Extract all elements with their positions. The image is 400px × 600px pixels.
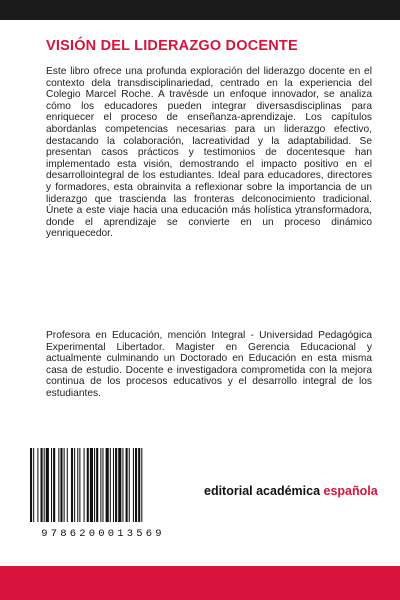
barcode-bars — [28, 448, 178, 528]
publisher-logo — [204, 484, 378, 498]
book-title: VISIÓN DEL LIDERAZGO DOCENTE — [46, 38, 298, 54]
bottom-color-band — [0, 566, 400, 600]
author-bio: Profesora en Educación, mención Integral - Universidad Pedagógica Experimental Libertador. Magister en Gerencia Educacional y actualmente culminando un Doctorado en Educación en esta misma casa de estudio. Docente e investigadora comprometida con la mejora continua de los procesos educativos y el desarrollo integral de los estudiantes. — [46, 330, 372, 399]
top-color-band — [0, 0, 400, 20]
publisher-name: editorial académica — [204, 484, 321, 498]
publisher-accent: española — [323, 484, 378, 498]
book-description: Este libro ofrece una profunda exploración del liderazgo docente en el contexto dela transdisciplinariedad, centrado en la experiencia del Colegio Marcel Roche. A travésde un enfoque innovador, se analiza cómo los educadores pueden integrar diversasdisciplinas para enriquecer el proceso de enseñanza-aprendizaje. Los capítulos abordanlas competencias necesarias para un liderazgo efectivo, destacando la colaboración, lacreatividad y la adaptabilidad. Se presentan casos prácticos y testimonios de docentesque han implementado esta visión, demostrando el impacto positivo en el desarrollointegral de los estudiantes. Ideal para educadores, directores y formadores, esta obrainvita a reflexionar sobre la importancia de un liderazgo que trascienda las fronteras delconocimiento tradicional. Únete a este viaje hacia una educación más holística ytransformadora, donde el aprendizaje se convierte en un proceso dinámico yenriquecedor. — [46, 66, 372, 240]
isbn-barcode — [28, 448, 178, 546]
isbn-digits: 9786200013569 — [41, 528, 165, 540]
